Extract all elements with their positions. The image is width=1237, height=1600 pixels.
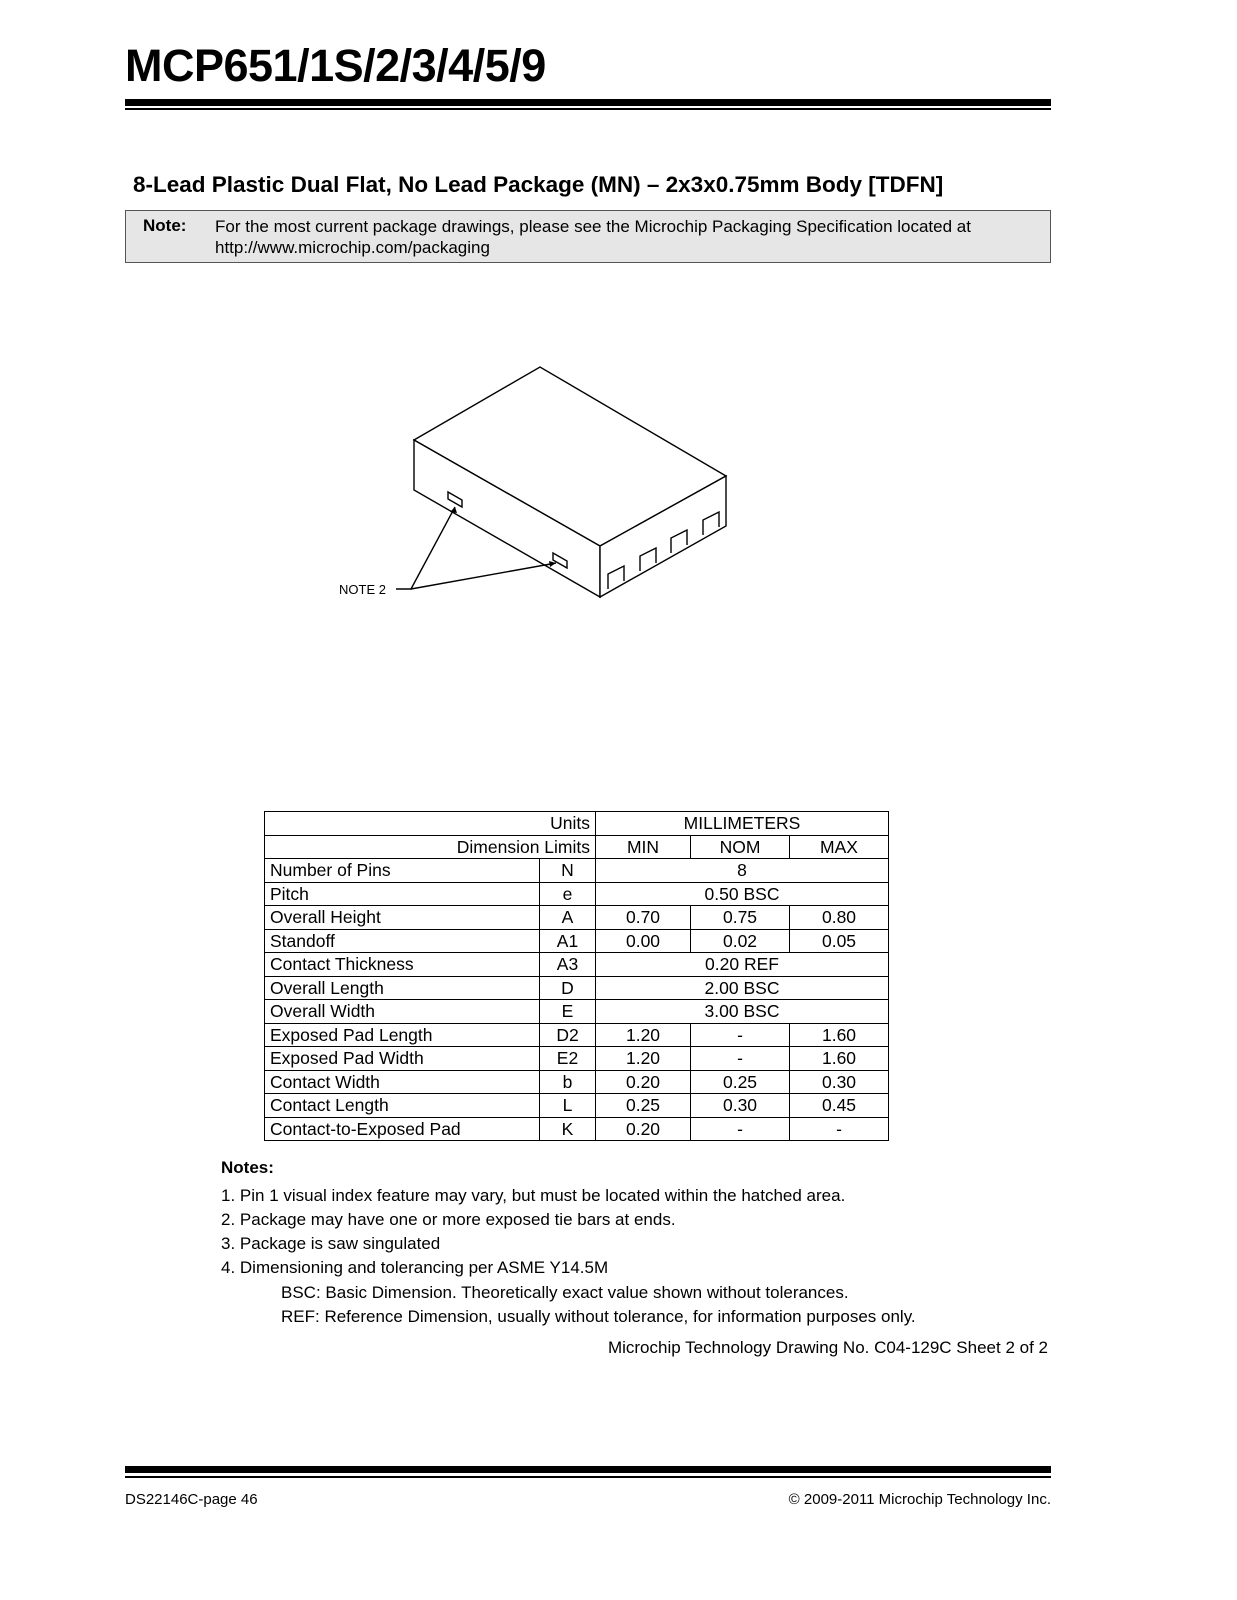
row-name: Pitch — [265, 882, 540, 906]
footer-page-number: DS22146C-page 46 — [125, 1491, 258, 1508]
package-title: 8-Lead Plastic Dual Flat, No Lead Package (MN) – 2x3x0.75mm Body [TDFN] — [133, 172, 944, 197]
notes-heading: Notes: — [221, 1158, 274, 1177]
row-nom: - — [691, 1117, 790, 1141]
row-name: Exposed Pad Width — [265, 1047, 540, 1071]
row-value: 0.50 BSC — [596, 882, 889, 906]
table-row — [265, 976, 889, 1000]
table-row — [265, 859, 889, 883]
row-max: 0.45 — [790, 1094, 889, 1118]
row-max: - — [790, 1117, 889, 1141]
row-name: Exposed Pad Length — [265, 1023, 540, 1047]
row-max: 0.30 — [790, 1070, 889, 1094]
header-rule-thin — [125, 108, 1051, 110]
row-symbol: E — [540, 1000, 596, 1024]
table-row — [265, 953, 889, 977]
note-line-1: For the most current package drawings, please see the Microchip Packaging Specification located at — [215, 217, 971, 236]
footer-copyright: © 2009-2011 Microchip Technology Inc. — [788, 1491, 1051, 1508]
row-name: Contact Thickness — [265, 953, 540, 977]
row-symbol: L — [540, 1094, 596, 1118]
drawing-number: Microchip Technology Drawing No. C04-129C Sheet 2 of 2 — [607, 1338, 1048, 1357]
dimensions-table — [264, 811, 889, 1141]
row-value: 2.00 BSC — [596, 976, 889, 1000]
table-row — [265, 1023, 889, 1047]
row-name: Overall Length — [265, 976, 540, 1000]
row-max: 0.05 — [790, 929, 889, 953]
note-line-2: http://www.microchip.com/packaging — [215, 238, 490, 257]
row-symbol: b — [540, 1070, 596, 1094]
drawing-note-label: NOTE 2 — [339, 582, 386, 597]
note-item-1: 1. Pin 1 visual index feature may vary, but must be located within the hatched area. — [221, 1186, 846, 1205]
row-min: 1.20 — [596, 1047, 691, 1071]
note-bsc: BSC: Basic Dimension. Theoretically exact value shown without tolerances. — [281, 1283, 849, 1302]
limits-label: Dimension Limits — [265, 835, 596, 859]
note-item-2: 2. Package may have one or more exposed tie bars at ends. — [221, 1210, 676, 1229]
note-label: Note: — [143, 216, 187, 235]
footer-rule-thin — [125, 1476, 1051, 1478]
row-nom: 0.25 — [691, 1070, 790, 1094]
row-min: 0.20 — [596, 1070, 691, 1094]
row-nom: 0.30 — [691, 1094, 790, 1118]
package-drawing — [330, 360, 750, 610]
table-row — [265, 906, 889, 930]
note-item-4: 4. Dimensioning and tolerancing per ASME Y14.5M — [221, 1258, 609, 1277]
note-item-3: 3. Package is saw singulated — [221, 1234, 441, 1253]
units-label: Units — [265, 812, 596, 836]
table-row — [265, 1094, 889, 1118]
row-value: 8 — [596, 859, 889, 883]
row-min: 0.20 — [596, 1117, 691, 1141]
row-min: 0.25 — [596, 1094, 691, 1118]
row-name: Overall Height — [265, 906, 540, 930]
col-nom: NOM — [691, 835, 790, 859]
row-name: Standoff — [265, 929, 540, 953]
table-row — [265, 1070, 889, 1094]
row-name: Contact Width — [265, 1070, 540, 1094]
row-symbol: e — [540, 882, 596, 906]
col-min: MIN — [596, 835, 691, 859]
row-name: Contact-to-Exposed Pad — [265, 1117, 540, 1141]
page-title: MCP651/1S/2/3/4/5/9 — [125, 40, 546, 91]
table-row — [265, 882, 889, 906]
row-symbol: A3 — [540, 953, 596, 977]
table-row — [265, 929, 889, 953]
row-min: 0.70 — [596, 906, 691, 930]
row-name: Contact Length — [265, 1094, 540, 1118]
note-ref: REF: Reference Dimension, usually without tolerance, for information purposes only. — [281, 1307, 916, 1326]
table-row — [265, 1117, 889, 1141]
footer-rule-thick — [125, 1466, 1051, 1473]
header-rule-thick — [125, 99, 1051, 106]
row-symbol: A1 — [540, 929, 596, 953]
col-max: MAX — [790, 835, 889, 859]
note-box — [125, 210, 1051, 263]
row-min: 0.00 — [596, 929, 691, 953]
row-value: 0.20 REF — [596, 953, 889, 977]
row-symbol: E2 — [540, 1047, 596, 1071]
row-symbol: D — [540, 976, 596, 1000]
row-max: 0.80 — [790, 906, 889, 930]
row-min: 1.20 — [596, 1023, 691, 1047]
units-value: MILLIMETERS — [596, 812, 889, 836]
row-nom: - — [691, 1047, 790, 1071]
row-value: 3.00 BSC — [596, 1000, 889, 1024]
row-symbol: D2 — [540, 1023, 596, 1047]
note-text — [215, 216, 1035, 258]
row-name: Overall Width — [265, 1000, 540, 1024]
row-max: 1.60 — [790, 1023, 889, 1047]
row-symbol: N — [540, 859, 596, 883]
row-nom: - — [691, 1023, 790, 1047]
table-header-limits — [265, 835, 889, 859]
row-name: Number of Pins — [265, 859, 540, 883]
row-symbol: A — [540, 906, 596, 930]
table-header-units — [265, 812, 889, 836]
row-symbol: K — [540, 1117, 596, 1141]
table-row — [265, 1000, 889, 1024]
table-row — [265, 1047, 889, 1071]
row-nom: 0.02 — [691, 929, 790, 953]
row-max: 1.60 — [790, 1047, 889, 1071]
row-nom: 0.75 — [691, 906, 790, 930]
